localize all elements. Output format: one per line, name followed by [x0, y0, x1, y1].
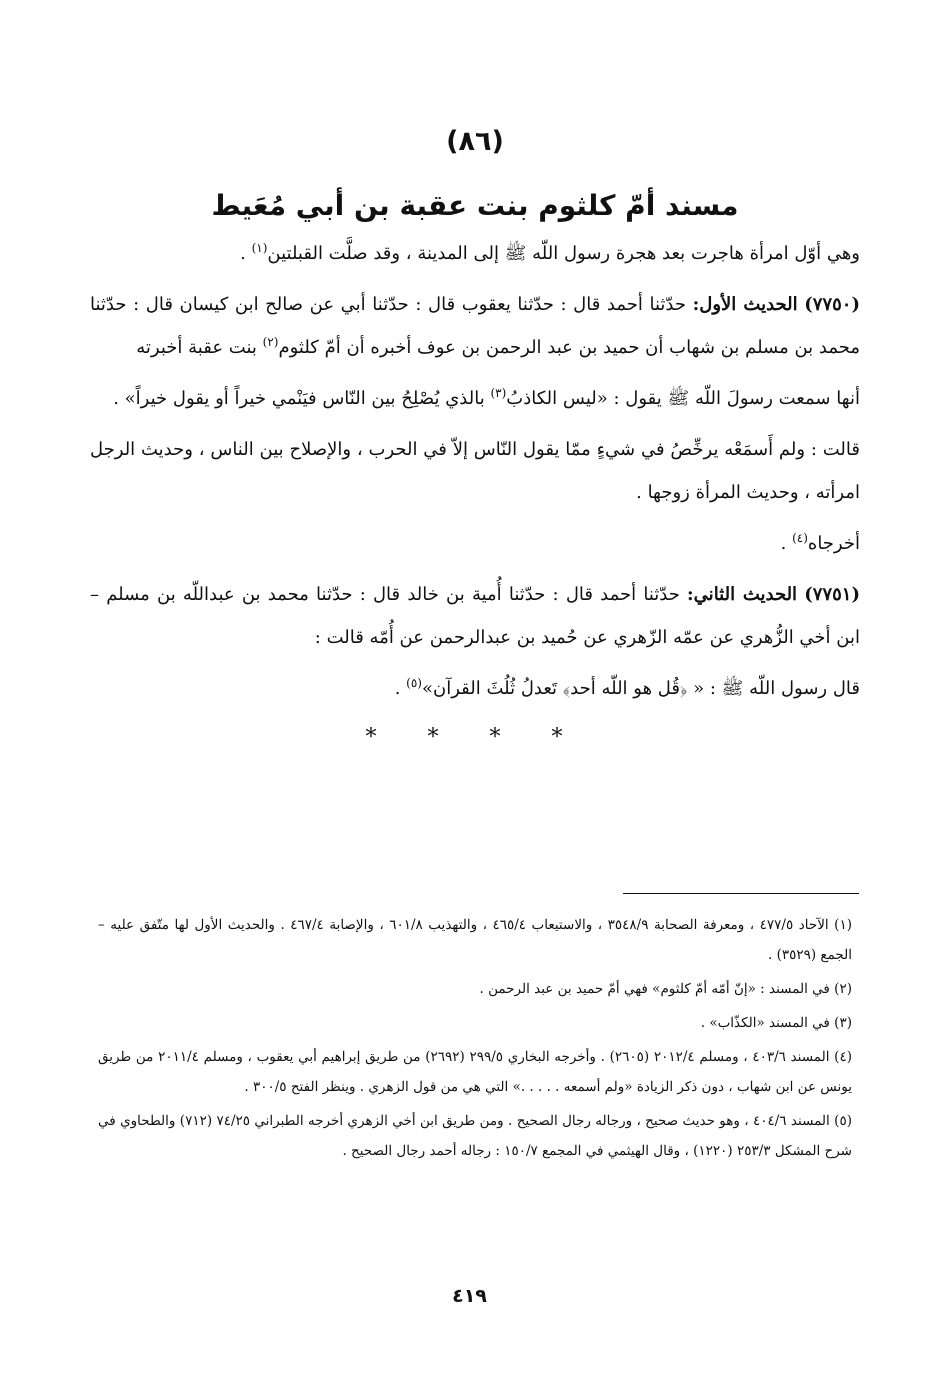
- hadith-label: الحديث الأول:: [692, 294, 798, 315]
- page-number: ٤١٩: [452, 1285, 487, 1307]
- footnote-ref: (٤): [792, 531, 808, 545]
- section-separator: * * * *: [365, 725, 585, 750]
- intro-paragraph: [90, 232, 860, 275]
- hadith-text: بالذي يُصْلِحُ بين النّاس فيَنْمي خيراً أو يقول خيراً» .: [113, 388, 491, 409]
- footnote-3: [98, 1008, 852, 1038]
- hadith-1-takhrij: [90, 522, 860, 565]
- intro-text: وهي أوّل امرأة هاجرت بعد هجرة رسول اللّه ﷺ إلى المدينة ، وقد صلَّت القبلتين: [267, 243, 860, 264]
- body-text: [90, 232, 860, 710]
- footnotes: [98, 910, 852, 1166]
- chapter-number: (٨٦): [446, 126, 504, 157]
- footnote-mark: (١): [834, 917, 852, 933]
- hadith-1-matn: [90, 377, 860, 420]
- hadith-text: .: [394, 678, 407, 699]
- footnote-4: [98, 1042, 852, 1102]
- footnote-text: في المسند «الكذّاب» .: [700, 1015, 835, 1031]
- hadith-label: الحديث الثاني:: [687, 584, 798, 605]
- hadith-text: بنت عقبة أخبرته: [136, 337, 263, 358]
- footnote-ref: (٢): [262, 335, 279, 349]
- hadith-text: حدّثنا أحمد قال : حدّثنا أُمية بن خالد قال : حدّثنا محمد بن عبداللّه بن مسلم – ابن أخي الزُّهري عن عمّه الزّهري عن حُميد بن عبدالرحمن عن أُمّه قالت :: [90, 584, 860, 648]
- chapter-title: مسند أمّ كلثوم بنت عقبة بن أبي مُعَيط: [211, 189, 739, 222]
- footnote-mark: (٥): [834, 1113, 852, 1129]
- hadith-number: (٧٧٥١): [804, 584, 860, 605]
- footnote-2: [98, 974, 852, 1004]
- hadith-text: حدّثنا أحمد قال : حدّثنا يعقوب قال : حدّثنا أبي عن صالح ابن كيسان قال : حدّثنا محمد بن مسلم بن شهاب أن حميد بن عبد الرحمن بن عوف أخبره أن أمّ كلثوم: [90, 294, 860, 358]
- hadith-2-isnad: [90, 573, 860, 659]
- footnote-5: [98, 1106, 852, 1166]
- footnote-mark: (٣): [834, 1015, 852, 1031]
- hadith-text: أنها سمعت رسولَ اللّه ﷺ يقول : «ليس الكاذبُ: [506, 388, 860, 409]
- intro-end: .: [240, 243, 252, 264]
- footnote-1: [98, 910, 852, 970]
- hadith-number: (٧٧٥٠): [804, 294, 860, 315]
- footnote-divider: [623, 893, 859, 894]
- footnote-mark: (٢): [834, 981, 852, 997]
- footnote-text: في المسند : «إنّ أمّه أمّ كلثوم» فهي أمّ حميد بن عبد الرحمن .: [479, 981, 835, 997]
- footnote-text: الآحاد ٤٧٧/٥ ، ومعرفة الصحابة ٣٥٤٨/٩ ، والاستيعاب ٤٦٥/٤ ، والتهذيب ٦٠١/٨ ، والإصابة ٤٦٧/٤ . والحديث الأول لها متّفق عليه – الجمع (٣٥٢٩) .: [98, 917, 852, 963]
- footnote-ref: (٥): [406, 676, 422, 690]
- takhrij-text: أخرجاه: [807, 533, 860, 554]
- footnote-text: المسند ٤٠٤/٦ ، وهو حديث صحيح ، ورجاله رجال الصحيح . ومن طريق ابن أخي الزهري أخرجه الطبراني ٧٤/٢٥ (٧١٢) والطحاوي في شرح المشكل ٢٥٣/٣ (١٢٢٠) ، وقال الهيثمي في المجمع ١٥٠/٧ : رجاله أحمد رجال الصحيح .: [98, 1113, 852, 1159]
- takhrij-end: .: [780, 533, 793, 554]
- footnote-ref: (٣): [490, 386, 507, 400]
- footnote-ref: (١): [251, 241, 268, 255]
- footnote-mark: (٤): [834, 1049, 852, 1065]
- hadith-1-addition: قالت : ولم أَسمَعْه يرخِّصُ في شيءٍ ممّا يقول النّاس إلاّ في الحرب ، والإصلاح بين الناس ، وحديث الرجل امرأته ، وحديث المرأة زوجها .: [90, 439, 860, 503]
- hadith-2-matn: [90, 667, 860, 710]
- hadith-text: قال رسول اللّه ﷺ : « ﴿قُل هو اللّه أحد﴾ تَعدلُ ثُلُثَ القرآن»: [421, 678, 860, 699]
- hadith-1-isnad: [90, 283, 860, 369]
- footnote-text: المسند ٤٠٣/٦ ، ومسلم ٢٠١٢/٤ (٢٦٠٥) . وأخرجه البخاري ٢٩٩/٥ (٢٦٩٢) من طريق إبراهيم أبي يعقوب ، ومسلم ٢٠١١/٤ من طريق يونس عن ابن شهاب ، دون ذكر الزيادة «ولم أسمعه . . . . .» التي هي من قول الزهري . وينظر الفتح ٣٠٠/٥ .: [98, 1049, 852, 1095]
- main-text-block: [90, 118, 860, 758]
